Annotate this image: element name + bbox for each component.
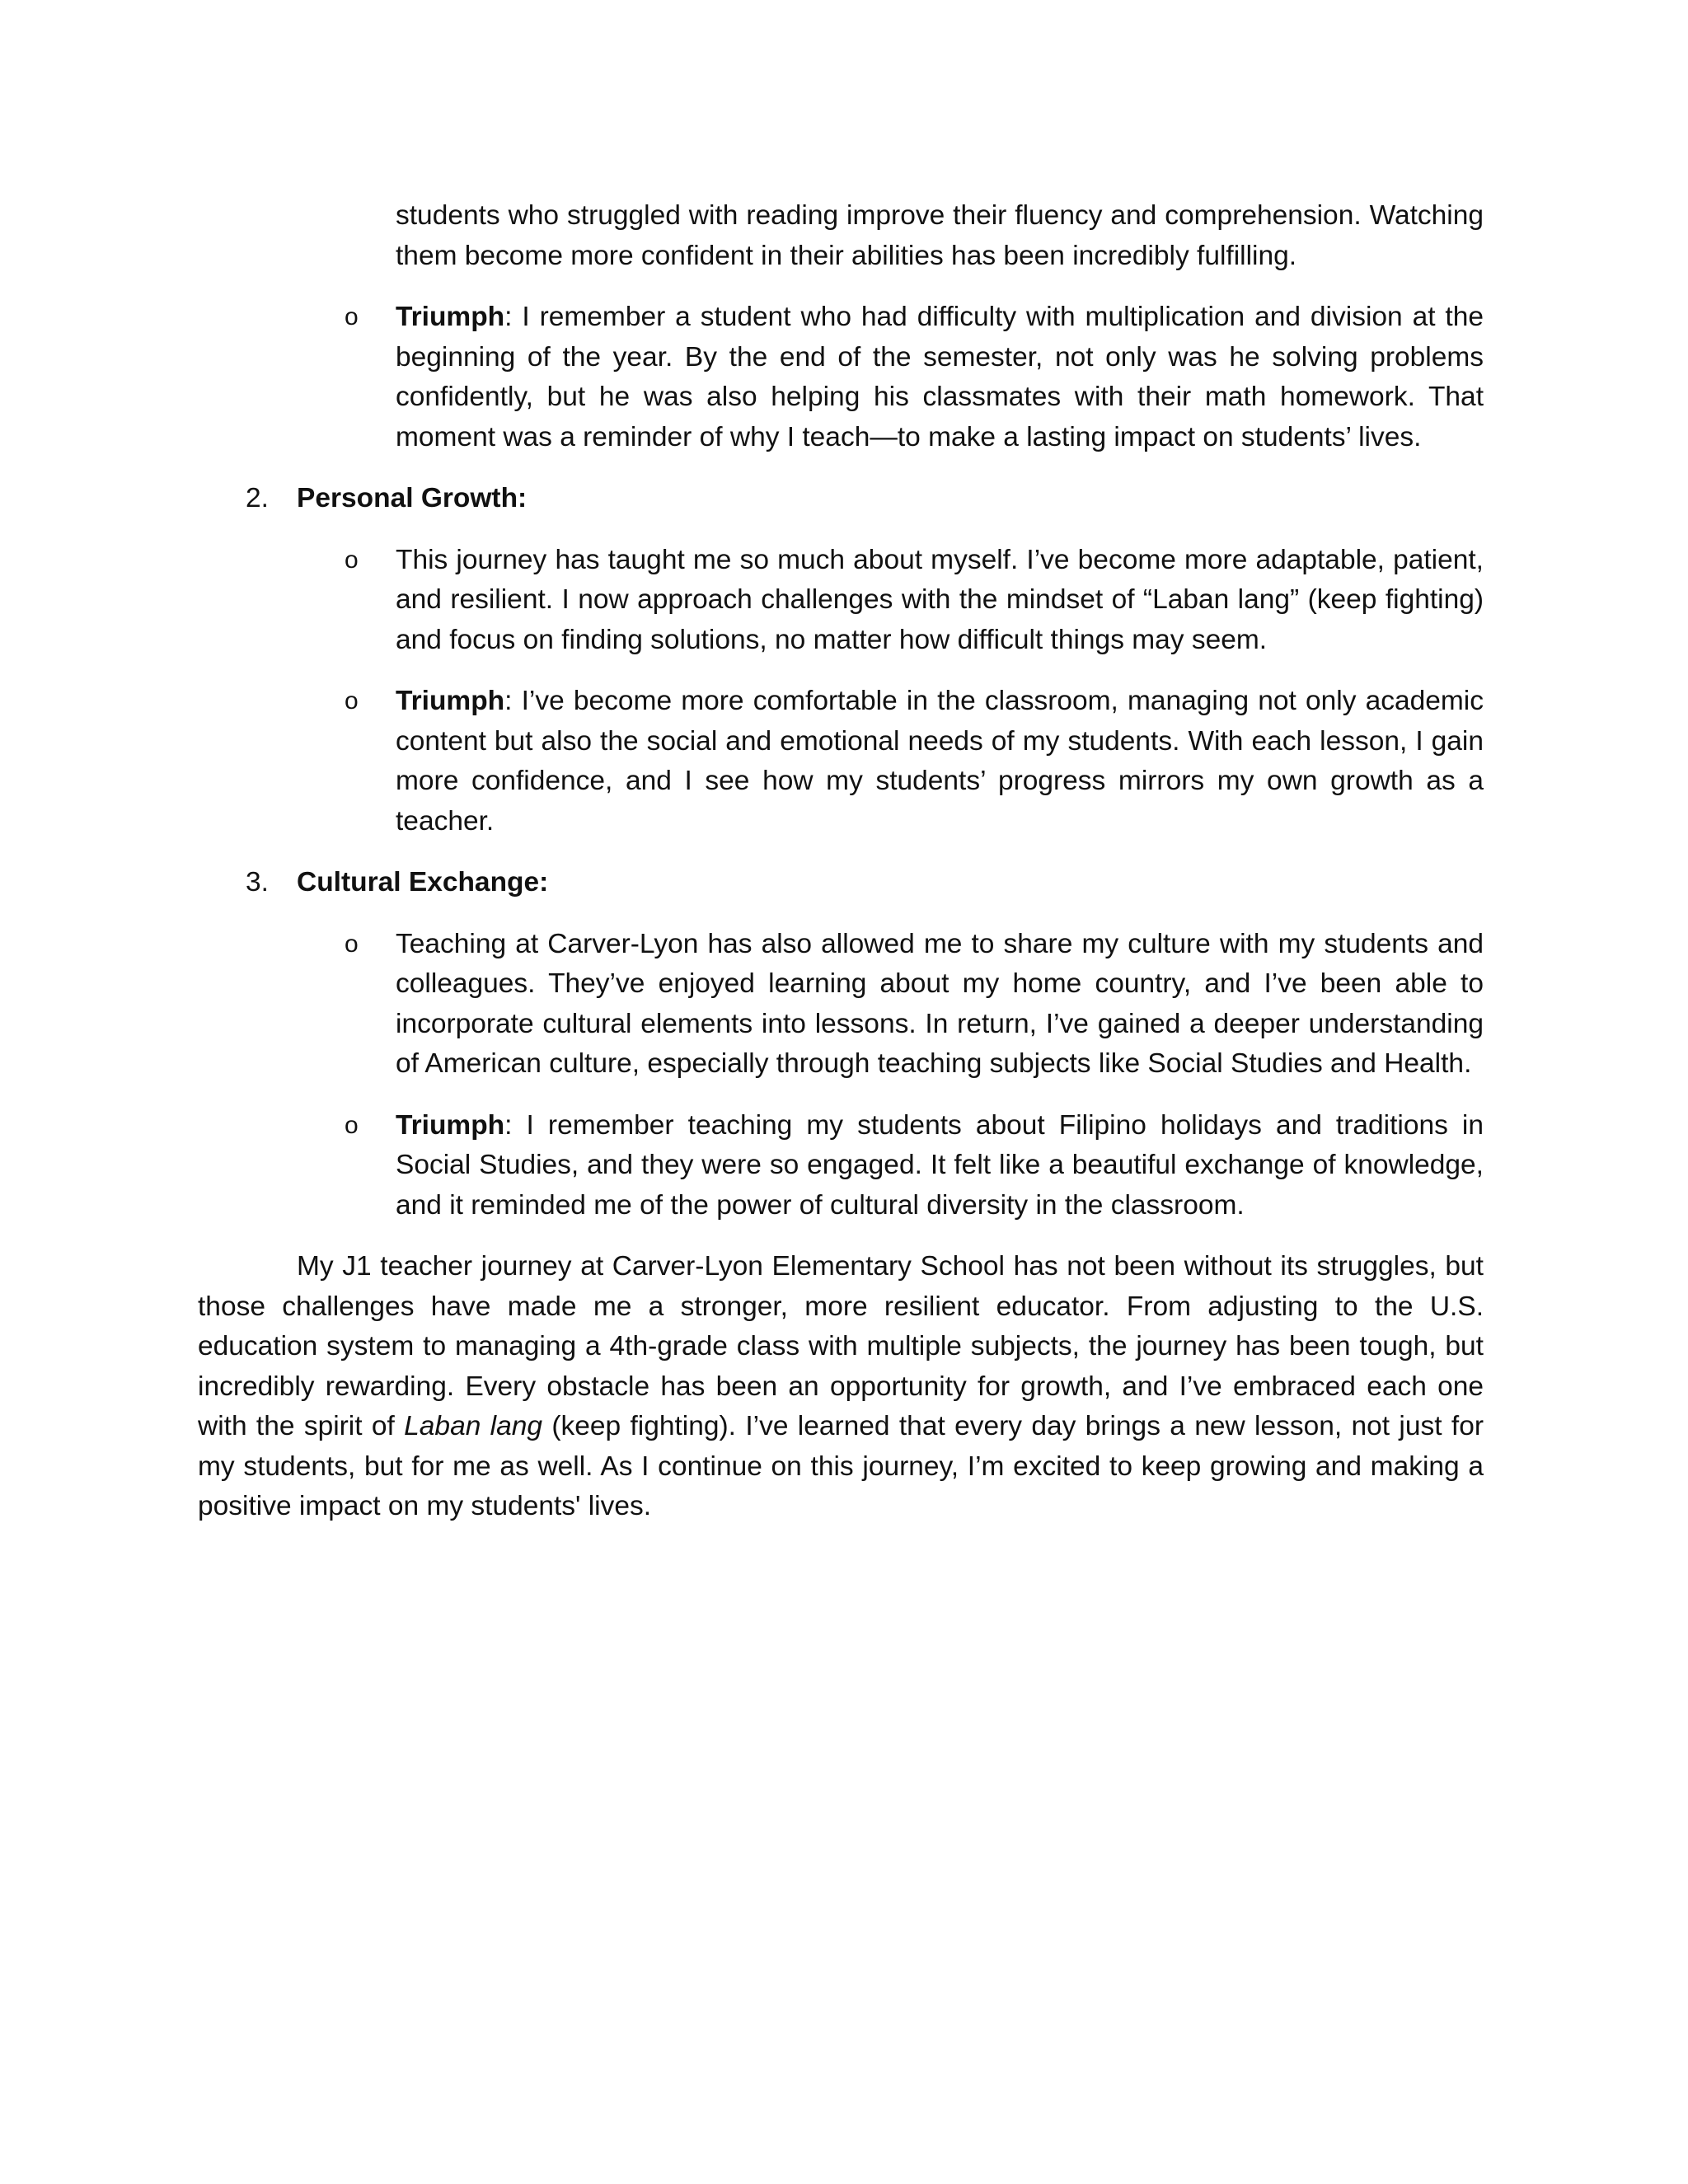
bullet-cultural-exchange — [198, 925, 1484, 1085]
list-number: 2. — [246, 483, 269, 513]
closing-italic-phrase: Laban lang — [404, 1411, 543, 1441]
triumph-label: Triumph — [396, 686, 505, 716]
bullet-text: This journey has taught me so much about myself. I’ve become more adaptable, patient, and resilient. I now approach challenges with the mindset of “Laban lang” (keep fighting) and focus on finding solutions, no matter how difficult things may seem. — [396, 544, 1484, 655]
bullet-text: students who struggled with reading improve their fluency and comprehension. Watching them become more confident in their abilities has been incredibly fulfilling. — [396, 200, 1484, 271]
section-heading: Personal Growth: — [297, 483, 528, 513]
triumph-text: : I remember a student who had difficulty with multiplication and division at the beginning of the year. By the end of the semester, not only was he solving problems confidently, but he was also helping his classmates with their math homework. That moment was a reminder of why I teach—to make a lasting impact on students’ lives. — [396, 302, 1484, 452]
closing-paragraph — [198, 1247, 1484, 1527]
bullet-continuation — [198, 196, 1484, 276]
triumph-text: : I remember teaching my students about Filipino holidays and traditions in Social Studies, and they were so engaged. It felt like a beautiful exchange of knowledge, and it reminded me of the power of cultural diversity in the classroom. — [396, 1109, 1484, 1221]
bullet-icon: o — [345, 303, 359, 330]
bullet-icon: o — [345, 546, 359, 574]
bullet-icon: o — [345, 930, 359, 958]
closing-text-part1: My J1 teacher journey at Carver-Lyon Elementary School has not been without its struggles, but those challenges have made me a stronger, more resilient educator. From adjusting to the U.S. education system to managing a 4th-grade class with multiple subjects, the journey has been tough, but incredibly rewarding. Every obstacle has been an opportunity for growth, and I’ve embraced each one with the spirit of — [198, 1251, 1484, 1441]
triumph-bullet-2 — [198, 682, 1484, 841]
bullet-text: Teaching at Carver-Lyon has also allowed me to share my culture with my students and colleagues. They’ve enjoyed learning about my home country, and I’ve been able to incorporate cultural elements into lessons. In return, I’ve gained a deeper understanding of American culture, especially through teaching subjects like Social Studies and Health. — [396, 928, 1484, 1079]
triumph-label: Triumph — [396, 1109, 505, 1141]
section-heading: Cultural Exchange: — [297, 867, 549, 898]
document-body — [198, 196, 1484, 1554]
closing-text-part2: (keep fighting). I’ve learned that every day brings a new lesson, not just for my students, but for me as well. As I continue on this journey, I’m excited to keep growing and making a positive impact on my students' lives. — [198, 1411, 1484, 1521]
triumph-bullet-1 — [198, 298, 1484, 457]
triumph-label: Triumph — [396, 302, 505, 332]
triumph-text: : I’ve become more comfortable in the classroom, managing not only academic content but also the social and emotional needs of my students. With each lesson, I gain more confidence, and I see how my students’ progress mirrors my own growth as a teacher. — [396, 686, 1484, 837]
numbered-heading-cultural-exchange — [198, 863, 1484, 903]
bullet-icon: o — [345, 687, 359, 715]
numbered-heading-personal-growth — [198, 479, 1484, 519]
triumph-bullet-3 — [198, 1106, 1484, 1226]
list-number: 3. — [246, 867, 269, 898]
bullet-icon: o — [345, 1111, 359, 1139]
bullet-personal-growth — [198, 541, 1484, 661]
